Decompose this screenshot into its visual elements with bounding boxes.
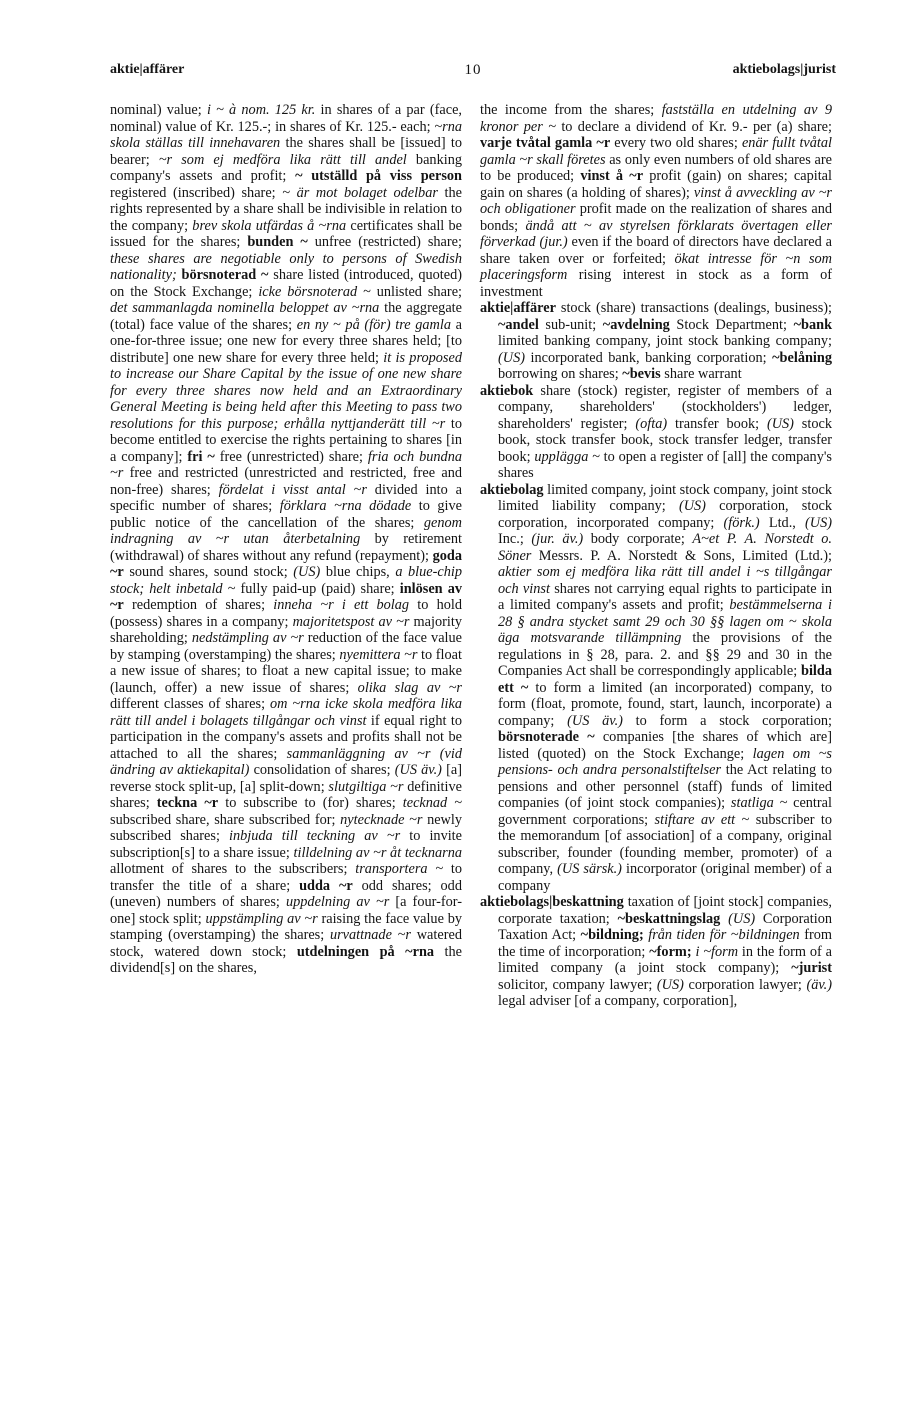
translation-text: registered (inscribed) share; <box>110 184 283 201</box>
translation-text: unfree (restricted) share; <box>307 234 462 250</box>
header-left-guideword: aktie|affärer <box>110 62 185 77</box>
italic-phrase: sammanläggning av ~r (vid ändring av aktiekapital) <box>110 745 462 778</box>
translation-text: stock (share) transactions (dealings, business); <box>555 300 832 316</box>
entry-continuation <box>110 102 462 977</box>
italic-phrase: it is proposed to increase our Share Capital by the issue of one new share for every three shares now held and an Extraordinary General Meeting is being held after this Meeting to pass two resolutions for this purpose; <box>110 349 462 432</box>
italic-phrase: det sammanlagda nominella beloppet av ~rna <box>110 300 380 316</box>
bold-phrase: börsnoterade ~ <box>498 729 595 745</box>
translation-text: limited company, joint stock company, joint stock limited liability company; <box>498 481 832 514</box>
italic-phrase: ~ är mot bolaget odelbar <box>282 184 438 201</box>
italic-phrase: lagen om ~s pensions- och andra personalstiftelser <box>498 745 832 778</box>
bold-phrase: börsnoterad ~ <box>181 267 269 283</box>
bold-phrase: goda ~r <box>110 547 462 580</box>
translation-text: odd shares; odd (uneven) numbers of shares; <box>110 877 462 910</box>
header-right-guideword: aktiebolags|jurist <box>732 62 836 77</box>
bold-phrase: ~beskattningslag <box>617 910 721 927</box>
bold-phrase: ~bildning; <box>580 927 644 943</box>
bold-phrase: varje tvåtal gamla ~r <box>480 135 611 151</box>
translation-text: the aggregate (total) face value of the shares; <box>110 300 462 333</box>
bold-phrase: ~ utställd på viss person <box>295 168 463 184</box>
italic-phrase: ökat intresse för ~n som placeringsform <box>480 250 832 283</box>
translation-text: to transfer the title of a share; <box>110 861 462 894</box>
right-column <box>480 102 832 1010</box>
translation-text: Corporation Taxation Act; <box>498 910 832 943</box>
italic-phrase: ~r som ej medföra lika rätt till andel <box>158 151 407 168</box>
italic-phrase: majoritetspost av ~r <box>292 613 410 630</box>
translation-text: to hold (possess) shares in a company; <box>110 597 462 630</box>
translation-text: newly subscribed shares; <box>110 811 463 844</box>
translation-text: incorporated bank, banking corporation; <box>525 349 773 366</box>
translation-text: corporation, stock corporation, incorporated company; <box>498 498 832 531</box>
translation-text: solicitor, company lawyer; <box>498 976 657 993</box>
italic-phrase: slutgiltiga ~r <box>328 778 404 795</box>
translation-text: raising the face value by stamping (overstamping) the shares; <box>110 910 462 943</box>
translation-text: free (unrestricted) share; <box>214 448 368 465</box>
translation-text: in the form of a limited company (a joint stock company); <box>498 943 833 976</box>
translation-text: shares not carrying equal rights to participate in a limited company's assets and profit; <box>498 580 832 613</box>
dictionary-entry <box>480 482 832 895</box>
italic-phrase: (äv.) <box>806 976 832 993</box>
italic-phrase: (US) <box>656 976 684 993</box>
translation-text: body corporate; <box>583 531 693 547</box>
italic-phrase: (jur. äv.) <box>531 531 584 547</box>
translation-text: if equal right to participation in the company's assets and profits shall not be attached to all the shares; <box>110 712 462 762</box>
translation-text: share listed (introduced, quoted) on the Stock Exchange; <box>110 267 463 300</box>
translation-text: certificates shall be issued for the shares; <box>110 217 462 250</box>
translation-text: legal adviser [of a company, corporation], <box>498 993 738 1009</box>
translation-text: profit (gain) on shares; capital gain on shares (a holding of shares); <box>480 168 832 201</box>
translation-text: to subscribe to (for) shares; <box>218 795 403 811</box>
translation-text: blue chips, <box>320 564 396 580</box>
italic-phrase: ~rna skola ställas till innehavaren <box>110 118 462 151</box>
translation-text: share (stock) register, register of members of a company, shareholders' (stockholders') ledger, shareholders' register; <box>498 382 832 432</box>
italic-phrase: erhålla nyttjanderätt till ~r <box>283 415 446 432</box>
translation-text: every two old shares; <box>610 135 742 151</box>
translation-text: share warrant <box>660 366 742 382</box>
translation-text: consolidation of shares; <box>249 762 395 778</box>
translation-text: sound shares, sound stock; <box>123 564 294 580</box>
dictionary-entry <box>480 894 832 1010</box>
translation-text: to invite subscription[s] to a share issue; <box>110 828 463 861</box>
translation-text: Ltd., <box>759 514 805 531</box>
bold-phrase: udda ~r <box>299 877 353 894</box>
translation-text: even if the board of directors have declared a share taken over or forfeited; <box>480 234 832 267</box>
translation-text: free and restricted (unrestricted and restricted, free and non-free) shares; <box>110 465 462 498</box>
translation-text: taxation of [joint stock] companies, corporate taxation; <box>498 894 832 927</box>
page-header <box>110 62 836 86</box>
translation-text <box>720 911 728 927</box>
translation-text: the provisions of the regulations in § 28, para. 2. and §§ 29 and 30 in the Companies Act shall be correspondingly applicable; <box>498 630 832 679</box>
dictionary-entry <box>480 383 832 482</box>
italic-phrase: bestämmelserna i 28 § andra stycket samt 29 och 30 §§ lagen om ~ skola äga motsvarande tillämpning <box>498 597 832 646</box>
translation-text: companies [the shares of which are] listed (quoted) on the Stock Exchange; <box>498 729 832 762</box>
headword: aktiebolag <box>480 481 544 498</box>
dictionary-entry <box>480 300 832 383</box>
italic-phrase: uppdelning av ~r <box>285 894 390 910</box>
translation-text: watered stock, watered down stock; <box>110 927 462 960</box>
translation-text: to become entitled to exercise the rights pertaining to shares [in a company]; <box>110 415 462 465</box>
translation-text: borrowing on shares; <box>498 366 623 382</box>
headword: aktiebok <box>480 382 534 399</box>
translation-text: [a four-for-one] stock split; <box>110 894 462 927</box>
translation-text: a one-for-three issue; one new for every three shares held; [to distribute] one new share for every three held; <box>110 316 463 366</box>
italic-phrase: stiftare av ett ~ <box>654 811 750 828</box>
italic-phrase: om ~rna icke skola medföra lika rätt till andel i bolagets tillgångar och vinst <box>110 696 462 729</box>
translation-text: the income from the shares; <box>480 102 662 118</box>
italic-phrase: förklara ~rna dödade <box>279 498 412 514</box>
italic-phrase: olika slag av ~r <box>357 679 462 696</box>
bold-phrase: ~bevis <box>622 366 661 382</box>
italic-phrase: ändå att ~ av styrelsen förklarats övertagen eller förverkad (jur.) <box>480 217 832 250</box>
translation-text: the shares shall be [issued] to bearer; <box>110 135 462 168</box>
translation-text: fully paid-up (paid) share; <box>235 580 400 597</box>
italic-phrase: statliga ~ <box>730 795 788 811</box>
bold-phrase: bilda ett ~ <box>498 663 832 696</box>
italic-phrase: tecknad ~ <box>402 795 463 811</box>
italic-phrase: inbjuda till teckning av ~r <box>229 828 401 844</box>
translation-text: as only even numbers of old shares are to be produced; <box>480 151 832 184</box>
translation-text: banking company's assets and profit; <box>110 151 462 184</box>
left-column <box>110 102 462 977</box>
entry-continuation <box>480 102 832 300</box>
translation-text: to form a limited (an incorporated) company, to form (float, promote, found, start, launch, incorporate) a company; <box>498 679 832 729</box>
translation-text: sub-unit; <box>538 316 603 333</box>
translation-text: nominal) value; <box>110 102 207 118</box>
translation-text: transfer book; <box>667 415 767 432</box>
bold-phrase: ~belåning <box>772 349 832 366</box>
bold-phrase: ~form; <box>649 943 692 960</box>
translation-text: unlisted share; <box>370 283 463 300</box>
italic-phrase: these shares are negotiable only to persons of Swedish nationality; <box>110 250 462 283</box>
italic-phrase: a blue-chip stock; <box>110 564 462 597</box>
italic-phrase: (förk.) <box>723 514 760 531</box>
italic-phrase: fastställa en utdelning av 9 kronor per ~ <box>480 102 832 135</box>
italic-phrase: icke börsnoterad ~ <box>258 283 371 300</box>
italic-phrase: i ~ à nom. 125 kr. <box>206 102 316 118</box>
translation-text: Messrs. P. A. Norstedt & Sons, Limited (Ltd.); <box>531 547 832 564</box>
bold-phrase: ~avdelning <box>602 316 670 333</box>
italic-phrase: i ~form <box>695 943 739 960</box>
italic-phrase: (US) <box>805 514 832 531</box>
italic-phrase: uppstämpling av ~r <box>205 910 318 927</box>
italic-phrase: en ny ~ på (för) tre gamla <box>296 316 451 333</box>
translation-text: divided into a specific number of shares; <box>110 481 462 514</box>
translation-text: Inc.; <box>498 531 532 547</box>
translation-text: definitive shares; <box>110 778 462 811</box>
headword: aktie|affärer <box>480 300 556 316</box>
bold-phrase: vinst å ~r <box>580 168 644 184</box>
bold-phrase: bunden ~ <box>247 234 308 250</box>
translation-text: different classes of shares; <box>110 696 270 712</box>
italic-phrase: (ofta) <box>635 415 668 432</box>
translation-text: rising interest in stock as a form of investment <box>480 267 832 300</box>
translation-text: redemption of shares; <box>123 597 274 613</box>
bold-phrase: ~bank <box>793 316 833 333</box>
italic-phrase: A~et P. A. Norstedt o. Söner <box>498 531 832 564</box>
translation-text: corporation lawyer; <box>683 976 807 993</box>
italic-phrase: (US) <box>766 415 794 432</box>
translation-text: to open a register of [all] the company's shares <box>498 448 832 481</box>
italic-phrase: fördelat i visst antal ~r <box>218 481 367 498</box>
italic-phrase: (US) <box>728 910 756 927</box>
italic-phrase: tilldelning av ~r åt tecknarna <box>293 844 463 861</box>
italic-phrase: nedstämpling av ~r <box>191 630 304 646</box>
translation-text: reduction of the face value by stamping (overstamping) the shares; <box>110 630 463 663</box>
italic-phrase: (US) <box>293 564 321 580</box>
translation-text: stock book, stock transfer book, stock transfer ledger, transfer book; <box>498 415 832 465</box>
italic-phrase: fria och bundna ~r <box>110 448 462 481</box>
italic-phrase: vinst å avveckling av ~r och obligationer <box>480 184 832 217</box>
italic-phrase: inneha ~r i ett bolag <box>273 597 410 613</box>
translation-text: Stock Department; <box>669 316 794 333</box>
bold-phrase: ~jurist <box>791 960 832 976</box>
italic-phrase: genom indragning av ~r utan återbetalning <box>110 514 462 547</box>
bold-phrase: inlösen av ~r <box>110 580 462 613</box>
headword: aktiebolags|beskattning <box>480 894 624 910</box>
translation-text: limited banking company, joint stock banking company; <box>498 333 832 349</box>
translation-text: incorporator (original member) of a company <box>498 861 832 894</box>
translation-text: the rights represented by a share shall be indivisible in relation to the company; <box>110 184 462 234</box>
italic-phrase: (US särsk.) <box>557 861 622 877</box>
italic-phrase: urvattnade ~r <box>329 927 411 943</box>
translation-text: by retirement (withdrawal) of shares without any refund (repayment); <box>110 531 462 564</box>
translation-text: the Act relating to pensions and other personnel (staff) funds of limited companies (of joint stock companies); <box>498 762 832 811</box>
translation-text: to float a new issue of shares; to float a new capital issue; to make (launch, offer) a new issue of shares; <box>110 646 462 696</box>
italic-phrase: nytecknade ~r <box>340 811 423 828</box>
translation-text: in shares of a par (face, nominal) value of Kr. 125.-; in shares of Kr. 125.- each; <box>110 102 462 135</box>
translation-text: central government corporations; <box>498 795 832 828</box>
italic-phrase: brev skola utfärdas å ~rna <box>192 217 347 234</box>
italic-phrase: (US) <box>498 349 525 366</box>
italic-phrase: enär fullt tvåtal gamla ~r skall företes <box>480 135 832 168</box>
italic-phrase: från tiden för ~bildningen <box>648 927 800 943</box>
translation-text: from the time of incorporation; <box>498 927 832 960</box>
translation-text: [a] reverse stock split-up, [a] split-down; <box>110 762 462 795</box>
bold-phrase: utdelningen på ~rna <box>296 943 435 960</box>
translation-text: profit made on the realization of shares and bonds; <box>480 201 832 234</box>
italic-phrase: nyemittera ~r <box>339 646 418 663</box>
bold-phrase: fri ~ <box>187 448 215 465</box>
bold-phrase: ~andel <box>498 316 539 333</box>
italic-phrase: upplägga ~ <box>534 448 600 465</box>
italic-phrase: (US äv.) <box>394 762 442 778</box>
translation-text: to form a stock corporation; <box>622 712 832 729</box>
italic-phrase: (US) <box>678 498 706 514</box>
page-number: 10 <box>464 62 482 78</box>
translation-text: to give public notice of the cancellation of the shares; <box>110 498 462 531</box>
translation-text: allotment of shares to the subscribers; <box>110 861 356 877</box>
italic-phrase: (US äv.) <box>567 712 623 729</box>
bold-phrase: teckna ~r <box>156 795 219 811</box>
translation-text: majority shareholding; <box>110 613 462 646</box>
translation-text: subscribed share, share subscribed for; <box>110 811 341 828</box>
translation-text: subscriber to the memorandum [of association] of a company, original subscriber, founder (founding member, promoter) of a company, <box>498 811 832 877</box>
translation-text: the dividend[s] on the shares, <box>110 943 462 976</box>
italic-phrase: transportera ~ <box>355 861 444 877</box>
italic-phrase: aktier som ej medföra lika rätt till andel i ~s tillgångar och vinst <box>498 564 832 597</box>
italic-phrase: helt inbetald ~ <box>149 580 236 597</box>
translation-text: to declare a dividend of Kr. 9.- per (a) share; <box>555 118 832 135</box>
